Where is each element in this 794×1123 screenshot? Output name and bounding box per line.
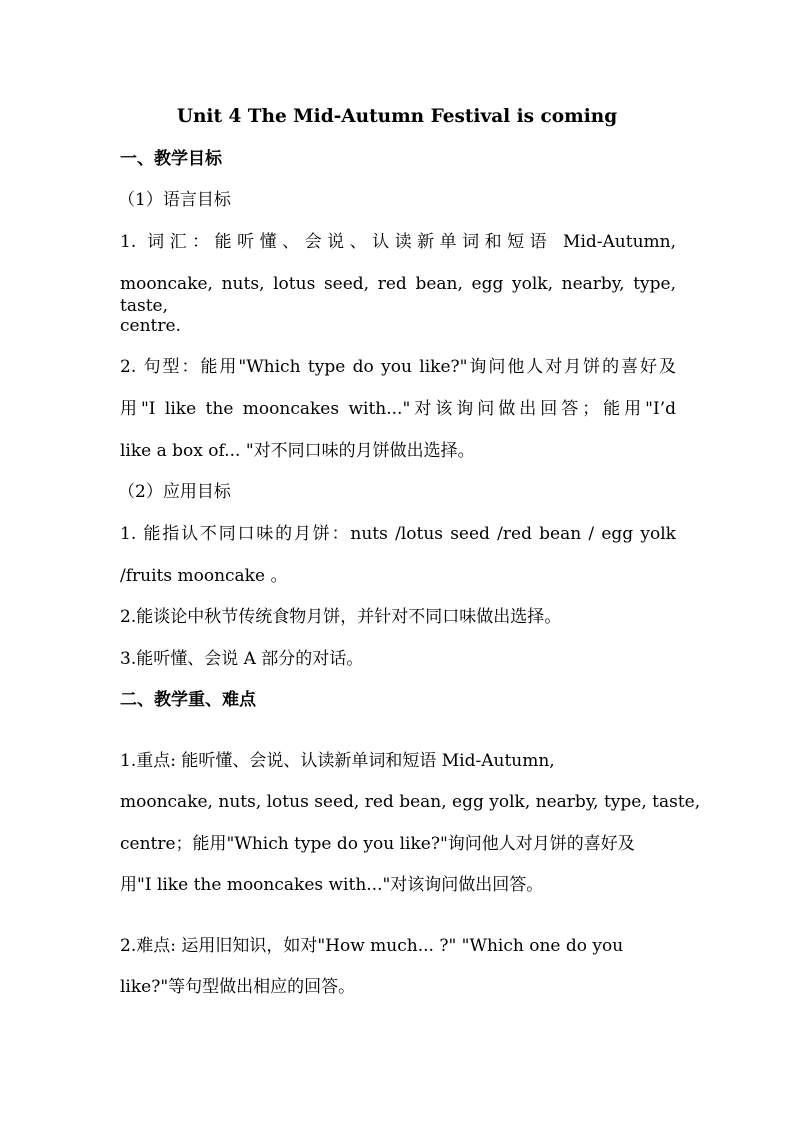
paragraph-line: 用"I like the mooncakes with..."对该询问做出回答；能用"I’d — [120, 399, 676, 419]
paragraph-line: 2.能谈论中秋节传统食物月饼，并针对不同口味做出选择。 — [120, 607, 562, 627]
paragraph-line: /fruits mooncake 。 — [120, 566, 288, 586]
subheading-language-goals: （1）语言目标 — [118, 190, 231, 210]
paragraph-line: 2. 句型：能用"Which type do you like?"询问他人对月饼的喜好及 — [120, 357, 676, 377]
paragraph-line: 1. 词汇：能听懂、会说、认读新单词和短语 Mid-Autumn, — [120, 232, 676, 252]
paragraph-line: 2.难点: 运用旧知识，如对"How much... ?" "Which one do you — [120, 936, 624, 956]
paragraph-line: centre. — [120, 316, 181, 336]
section-heading-objectives: 一、教学目标 — [120, 149, 222, 169]
paragraph-line: like?"等句型做出相应的回答。 — [120, 977, 356, 997]
paragraph-line: like a box of... "对不同口味的月饼做出选择。 — [120, 441, 475, 461]
paragraph-line: 1.重点: 能听懂、会说、认读新单词和短语 Mid-Autumn, — [120, 751, 555, 771]
subheading-application-goals: （2）应用目标 — [118, 482, 231, 502]
document-title: Unit 4 The Mid-Autumn Festival is coming — [176, 106, 618, 127]
paragraph-line: 1. 能指认不同口味的月饼：nuts /lotus seed /red bean / egg yolk — [120, 524, 676, 544]
paragraph-line: centre；能用"Which type do you like?"询问他人对月饼的喜好及 — [120, 834, 635, 854]
paragraph-line: 3.能听懂、会说 A 部分的对话。 — [120, 649, 364, 669]
paragraph-line: 用"I like the mooncakes with..."对该询问做出回答。 — [120, 875, 544, 895]
paragraph-line: mooncake, nuts, lotus seed, red bean, egg yolk, nearby, type, taste, — [120, 792, 701, 812]
section-heading-key-points: 二、教学重、难点 — [120, 690, 256, 710]
paragraph-line: mooncake, nuts, lotus seed, red bean, egg yolk, nearby, type, taste, — [120, 274, 676, 316]
